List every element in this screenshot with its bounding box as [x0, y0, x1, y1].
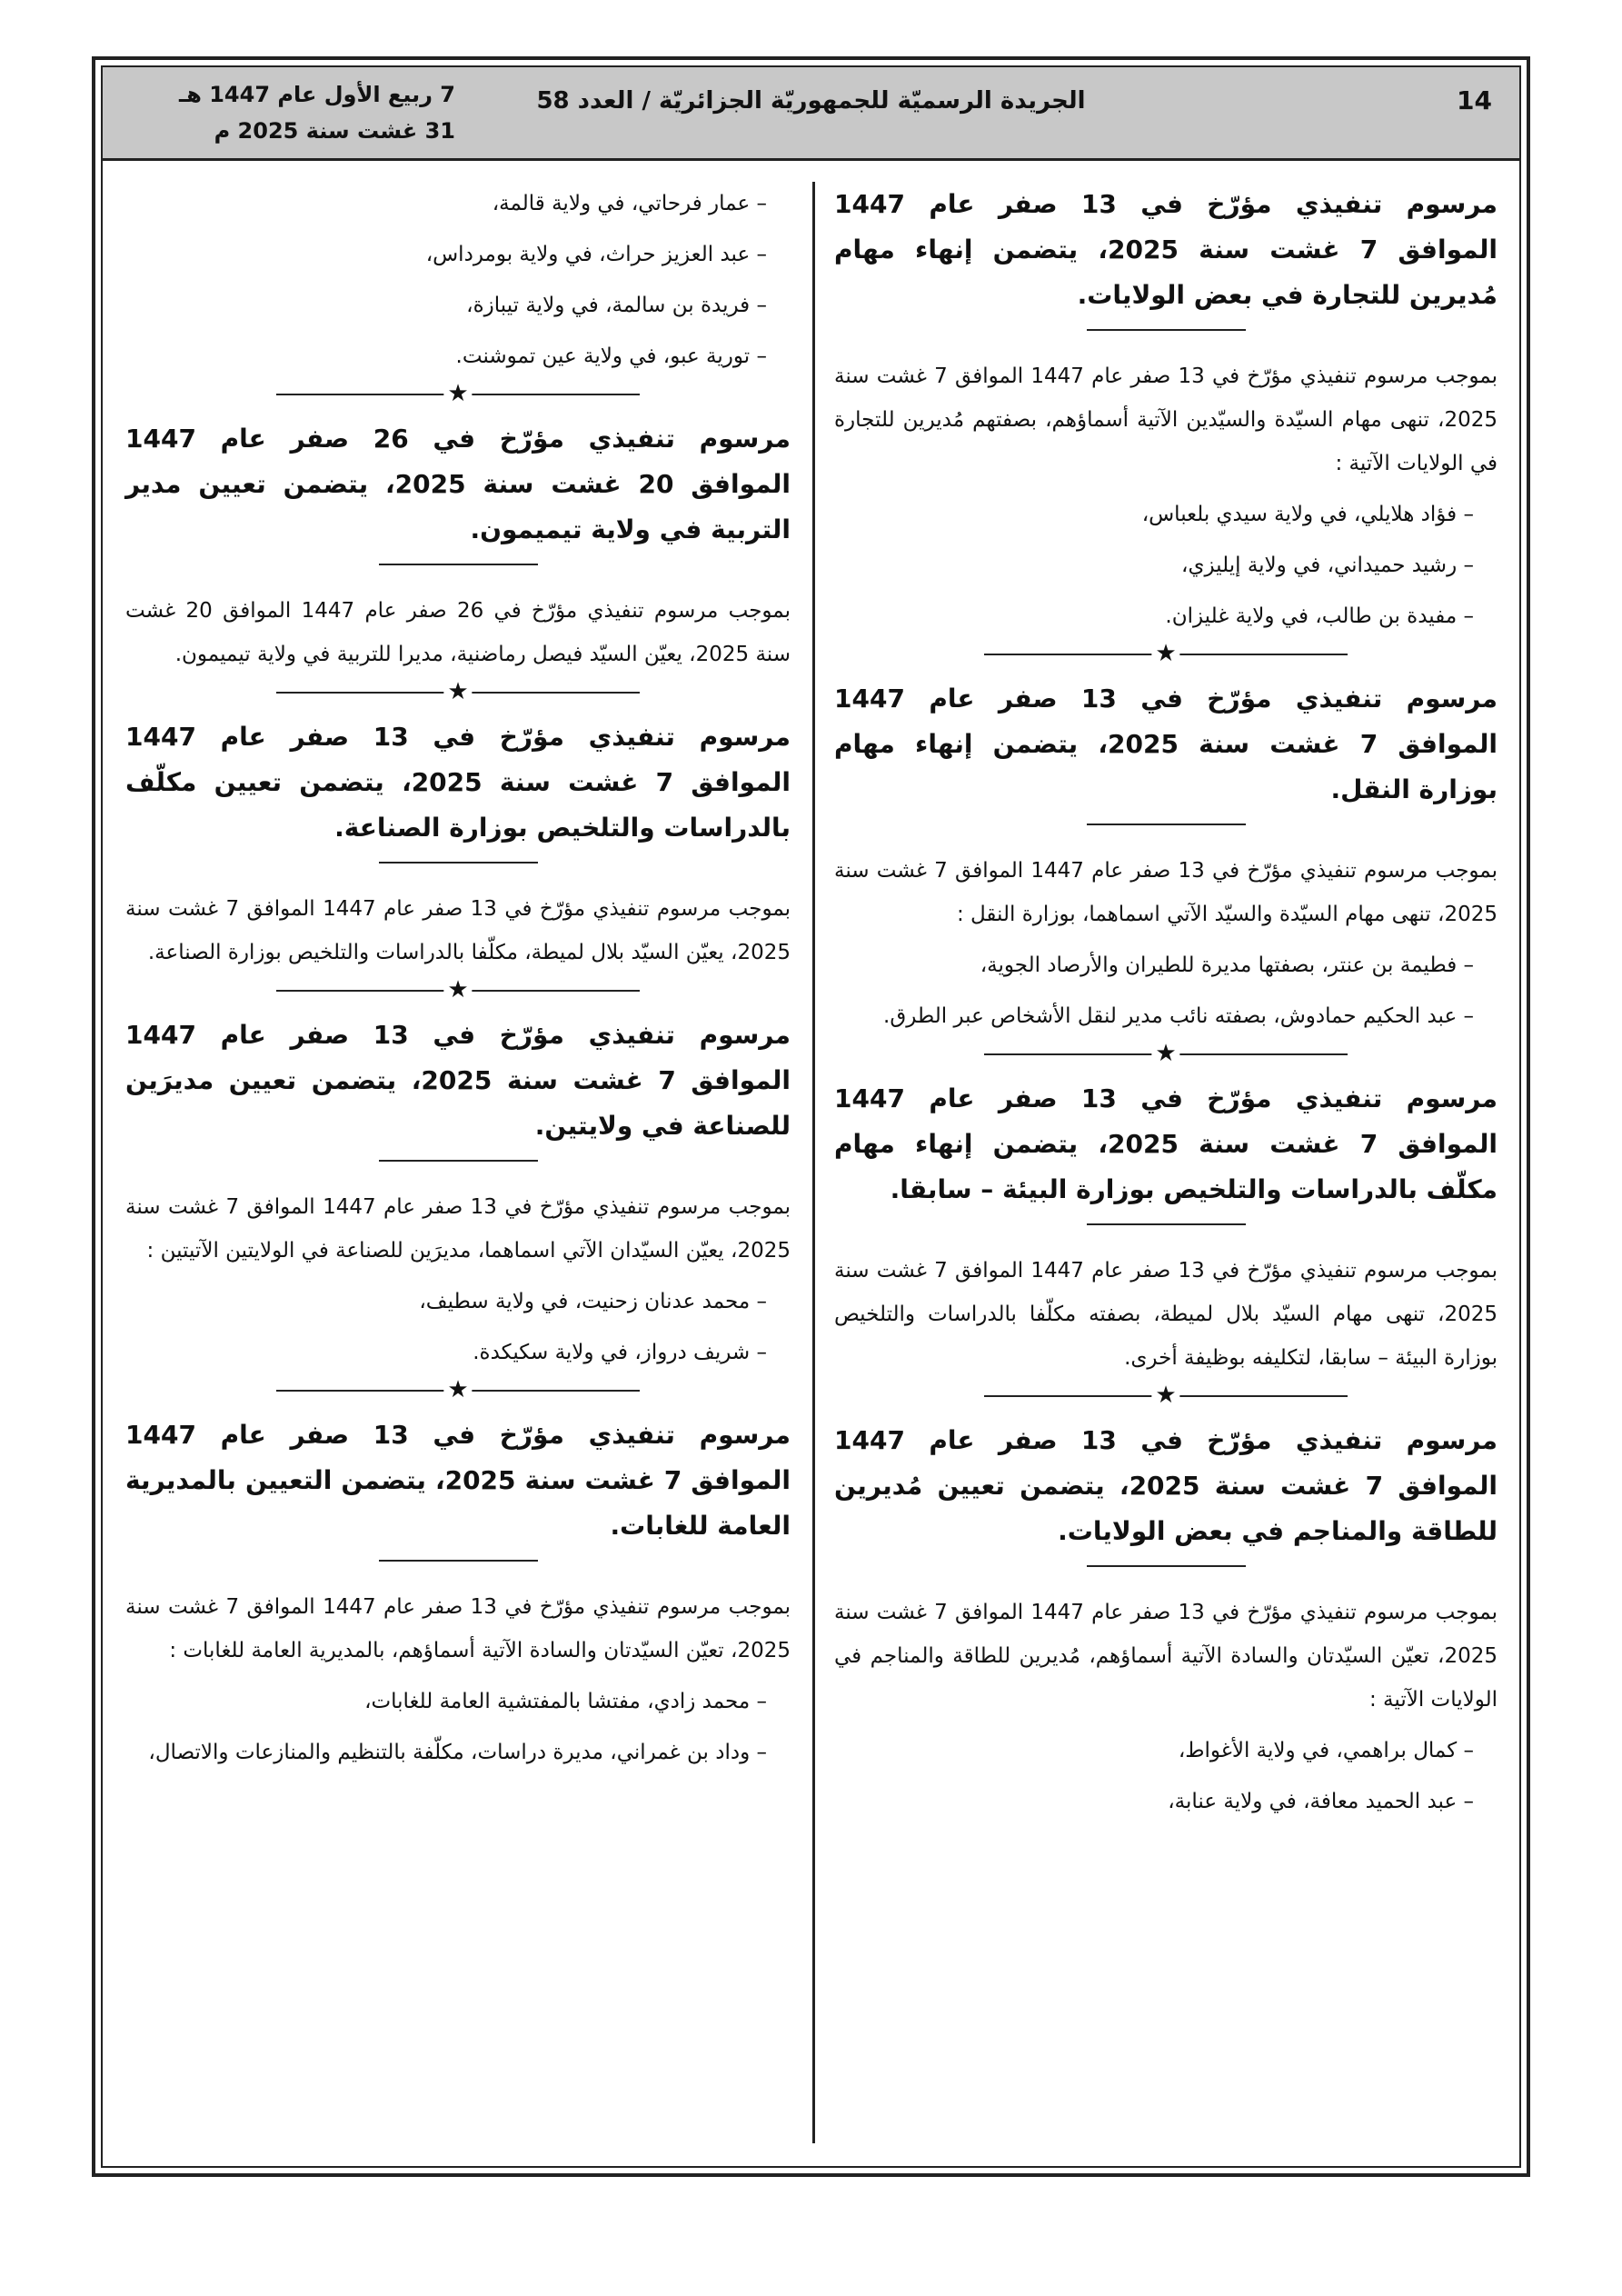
page-header: [103, 67, 1519, 161]
list-item: – محمد زادي، مفتشا بالمفتشية العامة للغابات،: [364, 1690, 767, 1713]
list-item: – مفيدة بن طالب، في ولاية غليزان.: [1165, 604, 1474, 628]
decree-body: بموجب مرسوم تنفيذي مؤرّخ في 26 صفر عام 1447 الموافق 20 غشت سنة 2025، يعيّن السيّد فيصل رماضنية، مديرا للتربية في ولاية تيميمون.: [125, 599, 791, 666]
decree-heading: مرسوم تنفيذي مؤرّخ في 13 صفر عام 1447 الموافق 7 غشت سنة 2025، يتضمن إنهاء مهام بوزارة النقل.: [834, 684, 1498, 804]
star-icon: ★: [1151, 1040, 1179, 1067]
short-rule: [379, 862, 538, 863]
decree-heading: مرسوم تنفيذي مؤرّخ في 13 صفر عام 1447 الموافق 7 غشت سنة 2025، يتضمن تعيين مُديرين للطاقة والمناجم في بعض الولايات.: [834, 1425, 1498, 1546]
short-rule: [379, 1560, 538, 1562]
decree-heading: مرسوم تنفيذي مؤرّخ في 13 صفر عام 1447 الموافق 7 غشت سنة 2025، يتضمن تعيين مكلّف بالدراسات والتلخيص بوزارة الصناعة.: [125, 722, 791, 843]
decree-body: بموجب مرسوم تنفيذي مؤرّخ في 13 صفر عام 1447 الموافق 7 غشت سنة 2025، تنهى مهام السيّد بلال لميطة، بصفته مكلّفا بالدراسات والتلخيص بوزارة البيئة – سابقا، لتكليفه بوظيفة أخرى.: [834, 1259, 1498, 1370]
decree-body: بموجب مرسوم تنفيذي مؤرّخ في 13 صفر عام 1447 الموافق 7 غشت سنة 2025، تنهى مهام السيّدة والسيّدين الآتية أسماؤهم، بصفتهم مُديرين للتجارة في الولايات الآتية :: [834, 364, 1498, 475]
decree-heading: مرسوم تنفيذي مؤرّخ في 13 صفر عام 1447 الموافق 7 غشت سنة 2025، يتضمن إنهاء مهام مُديرين للتجارة في بعض الولايات.: [834, 189, 1498, 310]
decree-heading: مرسوم تنفيذي مؤرّخ في 13 صفر عام 1447 الموافق 7 غشت سنة 2025، يتضمن التعيين بالمديرية العامة للغابات.: [125, 1420, 791, 1541]
short-rule: [379, 1160, 538, 1162]
list-item: – عبد العزيز حراث، في ولاية بومرداس،: [425, 243, 767, 266]
list-item: – عبد الحميد معافة، في ولاية عنابة،: [1168, 1790, 1474, 1813]
star-separator: [276, 978, 640, 1003]
decree-section: [834, 1418, 1498, 1823]
list-item: – محمد عدنان زحنيت، في ولاية سطيف،: [419, 1290, 767, 1313]
list-item: – فطيمة بن عنتر، بصفتها مديرة للطيران والأرصاد الجوية،: [980, 953, 1474, 977]
short-rule: [1087, 1223, 1246, 1225]
decree-body: بموجب مرسوم تنفيذي مؤرّخ في 13 صفر عام 1447 الموافق 7 غشت سنة 2025، تعيّن السيّدتان والسادة الآتية أسماؤهم، بالمديرية العامة للغابات :: [125, 1595, 791, 1662]
star-separator: [984, 1042, 1348, 1067]
journal-title: الجريدة الرسميّة للجمهوريّة الجزائريّة / العدد 58: [536, 87, 1086, 115]
star-separator: [984, 642, 1348, 667]
short-rule: [1087, 824, 1246, 825]
decree-section: [834, 182, 1498, 638]
continued-list: [125, 182, 791, 378]
decree-section: [125, 714, 791, 974]
column-divider: [812, 182, 815, 2143]
decree-body: بموجب مرسوم تنفيذي مؤرّخ في 13 صفر عام 1447 الموافق 7 غشت سنة 2025، يعيّن السيّد بلال لميطة، مكلّفا بالدراسات والتلخيص بوزارة الصناعة.: [125, 897, 791, 964]
decree-section: [834, 1076, 1498, 1380]
star-icon: ★: [443, 380, 472, 407]
decree-section: [834, 676, 1498, 1038]
star-icon: ★: [443, 1376, 472, 1403]
list-item: – عبد الحكيم حمادوش، بصفته نائب مدير لنقل الأشخاص عبر الطرق.: [883, 1004, 1474, 1028]
list-item: – فريدة بن سالمة، في ولاية تيبازة،: [466, 294, 767, 317]
list-item: – رشيد حميداني، في ولاية إيليزي،: [1181, 554, 1474, 577]
short-rule: [379, 564, 538, 565]
star-icon: ★: [443, 678, 472, 705]
list-item: – عمار فرحاتي، في ولاية قالمة،: [492, 192, 767, 215]
list-item: – شريف درواز، في ولاية سكيكدة.: [473, 1341, 767, 1364]
list-item: – فؤاد هلايلي، في ولاية سيدي بلعباس،: [1141, 503, 1474, 526]
decree-body: بموجب مرسوم تنفيذي مؤرّخ في 13 صفر عام 1447 الموافق 7 غشت سنة 2025، يعيّن السيّدان الآتي اسماهما، مديرَين للصناعة في الولايتين الآتيتين :: [125, 1195, 791, 1263]
decree-section: [125, 1013, 791, 1374]
hijri-date: 7 ربيع الأول عام 1447 هـ: [179, 82, 455, 107]
star-separator: [276, 680, 640, 705]
list-item: – وداد بن غمراني، مديرة دراسات، مكلّفة بالتنظيم والمنازعات والاتصال،: [148, 1741, 767, 1764]
decree-heading: مرسوم تنفيذي مؤرّخ في 26 صفر عام 1447 الموافق 20 غشت سنة 2025، يتضمن تعيين مدير التربية في ولاية تيميمون.: [125, 424, 791, 544]
gregorian-date: 31 غشت سنة 2025 م: [214, 118, 455, 144]
star-icon: ★: [1151, 640, 1179, 667]
decree-section: [125, 416, 791, 676]
star-separator: [276, 382, 640, 407]
star-icon: ★: [443, 976, 472, 1003]
list-item: – تورية عبو، في ولاية عين تموشنت.: [455, 344, 767, 368]
left-column: [125, 182, 791, 1774]
decree-section: [125, 1413, 791, 1774]
decree-body: بموجب مرسوم تنفيذي مؤرّخ في 13 صفر عام 1447 الموافق 7 غشت سنة 2025، تنهى مهام السيّدة والسيّد الآتي اسماهما، بوزارة النقل :: [834, 859, 1498, 926]
issue-date: [128, 76, 455, 149]
star-separator: [984, 1383, 1348, 1409]
decree-heading: مرسوم تنفيذي مؤرّخ في 13 صفر عام 1447 الموافق 7 غشت سنة 2025، يتضمن إنهاء مهام مكلّف بالدراسات والتلخيص بوزارة البيئة – سابقا.: [834, 1083, 1498, 1204]
short-rule: [1087, 329, 1246, 331]
page-number: 14: [1457, 85, 1492, 115]
short-rule: [1087, 1565, 1246, 1567]
list-item: – كمال براهمي، في ولاية الأغواط،: [1178, 1739, 1474, 1762]
right-column: [834, 182, 1498, 1823]
star-icon: ★: [1151, 1382, 1179, 1409]
decree-body: بموجب مرسوم تنفيذي مؤرّخ في 13 صفر عام 1447 الموافق 7 غشت سنة 2025، تعيّن السيّدتان والسادة الآتية أسماؤهم، مُديرين للطاقة والمناجم في الولايات الآتية :: [834, 1601, 1498, 1712]
star-separator: [276, 1378, 640, 1403]
decree-heading: مرسوم تنفيذي مؤرّخ في 13 صفر عام 1447 الموافق 7 غشت سنة 2025، يتضمن تعيين مديرَين للصناعة في ولايتين.: [125, 1020, 791, 1141]
